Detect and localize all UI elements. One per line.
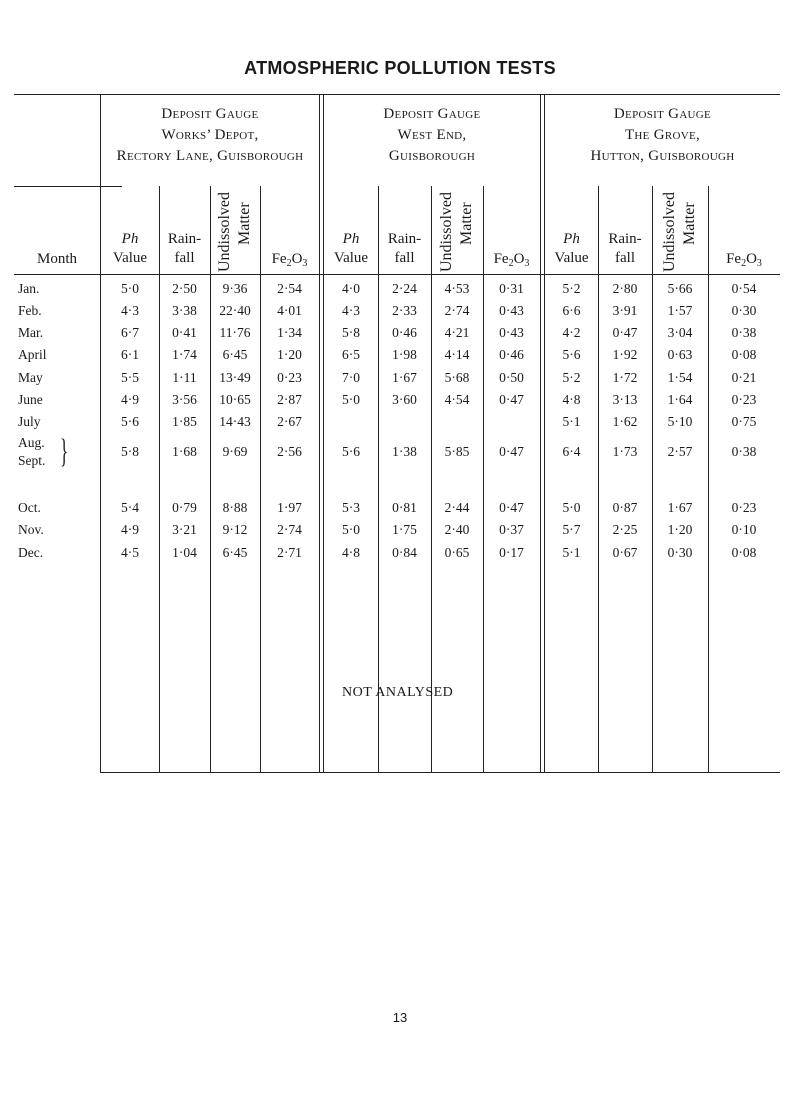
o-subscript: 3 xyxy=(524,258,530,269)
table-cell: 5·0 xyxy=(342,522,360,537)
table-cell: 4·21 xyxy=(444,325,470,340)
col-rule xyxy=(483,186,484,772)
table-cell: 0·43 xyxy=(499,325,524,340)
table-cell: 6·4 xyxy=(562,444,581,459)
table-bottom-rule xyxy=(100,772,780,773)
table-cell: 2·40 xyxy=(444,522,470,537)
fe-subscript: 2 xyxy=(741,258,747,269)
column-header-month: Month xyxy=(36,251,77,267)
table-cell: 2·25 xyxy=(612,522,638,537)
rain-label: Rain- xyxy=(387,231,422,247)
table-cell: 5·8 xyxy=(342,325,360,340)
table-cell: 0·47 xyxy=(612,325,638,340)
table-cell: 0·67 xyxy=(612,545,638,560)
table-cell: 5·2 xyxy=(562,281,581,296)
column-header-undissolved: Undissolved xyxy=(438,192,455,272)
gauge-divider xyxy=(323,94,324,772)
table-cell: 5·0 xyxy=(562,500,581,515)
month-label: Aug. xyxy=(18,435,45,450)
table-cell: 0·81 xyxy=(392,500,417,515)
table-cell: 0·38 xyxy=(731,444,757,459)
table-cell: 0·17 xyxy=(499,545,524,560)
table-cell: 6·5 xyxy=(342,347,360,362)
table-cell: 0·46 xyxy=(392,325,417,340)
table-cell: 5·8 xyxy=(121,444,139,459)
table-cell: 1·34 xyxy=(277,325,302,340)
table-cell: 1·74 xyxy=(172,347,197,362)
table-cell: 0·30 xyxy=(731,303,757,318)
o-label: O xyxy=(746,251,757,267)
table-cell: 1·75 xyxy=(392,522,417,537)
table-cell: 2·87 xyxy=(277,392,302,407)
table-cell: 3·04 xyxy=(667,325,693,340)
month-label: Nov. xyxy=(18,522,44,537)
fe-label: Fe xyxy=(726,251,742,267)
table-cell: 4·5 xyxy=(121,545,139,560)
table-cell: 1·54 xyxy=(667,370,693,385)
table-cell: 1·85 xyxy=(172,414,197,429)
table-cell: 1·20 xyxy=(277,347,302,362)
not-analysed-note: NOT ANALYSED xyxy=(342,685,454,700)
table-cell: 0·31 xyxy=(499,281,524,296)
table-cell: 5·1 xyxy=(562,545,581,560)
table-cell: 0·41 xyxy=(172,325,197,340)
column-header-rainfall xyxy=(159,230,210,268)
fe-label: Fe xyxy=(271,251,287,267)
table-cell: 0·23 xyxy=(277,370,302,385)
table-cell: 4·0 xyxy=(342,281,360,296)
gauge-header-the-grove: Deposit Gauge The Grove, Hutton, Guisborough xyxy=(590,106,735,164)
table-cell: 0·23 xyxy=(731,500,757,515)
table-cell: 0·47 xyxy=(499,500,524,515)
o-subscript: 3 xyxy=(302,258,308,269)
table-cell: 0·47 xyxy=(499,392,524,407)
month-label: May xyxy=(18,370,43,385)
table-cell: 5·0 xyxy=(342,392,360,407)
month-label: April xyxy=(18,347,47,362)
fall-label: fall xyxy=(174,250,195,266)
table-cell: 9·12 xyxy=(222,522,248,537)
column-header-fe2o3 xyxy=(260,250,319,273)
table-cell: 5·3 xyxy=(342,500,360,515)
table-cell: 0·30 xyxy=(667,545,693,560)
table-cell: 2·56 xyxy=(277,444,302,459)
table-cell: 3·91 xyxy=(612,303,638,318)
fe-subscript: 2 xyxy=(508,258,514,269)
fall-label: fall xyxy=(394,250,415,266)
month-label: Sept. xyxy=(18,453,46,468)
table-cell: 4·3 xyxy=(342,303,360,318)
table-top-rule xyxy=(14,94,780,95)
table-cell: 4·9 xyxy=(121,522,139,537)
table-cell: 4·53 xyxy=(444,281,470,296)
table-cell: 0·75 xyxy=(731,414,757,429)
value-label: Value xyxy=(554,250,589,266)
table-cell: 2·50 xyxy=(172,281,197,296)
column-header-rainfall xyxy=(598,230,652,268)
table-cell: 2·71 xyxy=(277,545,302,560)
table-cell: 0·47 xyxy=(499,444,524,459)
table-cell: 1·67 xyxy=(392,370,417,385)
table-cell: 9·36 xyxy=(222,281,248,296)
table-cell: 8·88 xyxy=(222,500,248,515)
column-header-ph-value xyxy=(101,230,159,268)
table-cell: 1·62 xyxy=(612,414,638,429)
month-label: June xyxy=(18,392,43,407)
table-cell: 1·11 xyxy=(172,370,197,385)
o-label: O xyxy=(291,251,303,267)
table-cell: 0·63 xyxy=(667,347,693,362)
ph-label: Ph xyxy=(563,231,580,247)
gauge-header-west-end: Deposit Gauge West End, Guisborough xyxy=(383,106,481,164)
gauge-divider xyxy=(319,94,320,772)
table-cell: 13·49 xyxy=(219,370,251,385)
table-cell: 1·57 xyxy=(667,303,693,318)
table-cell: 0·46 xyxy=(499,347,524,362)
table-cell: 5·5 xyxy=(121,370,139,385)
table-cell: 1·98 xyxy=(392,347,417,362)
table-cell: 4·54 xyxy=(444,392,470,407)
rain-label: Rain- xyxy=(608,231,642,247)
col-rule xyxy=(260,186,261,772)
table-cell: 5·4 xyxy=(121,500,139,515)
table-cell: 0·10 xyxy=(731,522,757,537)
fe-label: Fe xyxy=(493,251,509,267)
table-cell: 3·21 xyxy=(172,522,197,537)
month-label: Oct. xyxy=(18,500,41,515)
month-label: July xyxy=(18,414,41,429)
column-header-matter: Matter xyxy=(236,202,253,245)
table-cell: 5·6 xyxy=(342,444,360,459)
column-header-ph-value xyxy=(324,230,378,268)
table-cell: 1·68 xyxy=(172,444,197,459)
table-cell: 2·67 xyxy=(277,414,302,429)
table-cell: 2·33 xyxy=(392,303,417,318)
rain-label: Rain- xyxy=(167,231,202,247)
table-cell: 0·08 xyxy=(731,347,757,362)
table-cell: 6·45 xyxy=(222,545,248,560)
table-cell: 6·6 xyxy=(562,303,581,318)
gauge-divider xyxy=(544,94,545,772)
table-cell: 5·7 xyxy=(562,522,581,537)
table-cell: 11·76 xyxy=(219,325,251,340)
o-label: O xyxy=(513,251,525,267)
month-label: Feb. xyxy=(18,303,42,318)
table-cell: 5·66 xyxy=(667,281,693,296)
column-header-undissolved: Undissolved xyxy=(661,192,678,272)
table-cell: 0·79 xyxy=(172,500,197,515)
table-cell: 0·23 xyxy=(731,392,757,407)
table-cell: 2·74 xyxy=(277,522,302,537)
table-cell: 5·68 xyxy=(444,370,470,385)
table-cell: 4·9 xyxy=(121,392,139,407)
table-cell: 2·74 xyxy=(444,303,470,318)
table-cell: 6·1 xyxy=(121,347,139,362)
column-header-rainfall xyxy=(378,230,431,268)
table-cell: 1·20 xyxy=(667,522,693,537)
page-title: ATMOSPHERIC POLLUTION TESTS xyxy=(244,58,556,78)
table-cell: 5·6 xyxy=(562,347,581,362)
gauge-header-works-depot: Deposit Gauge Works’ Depot, Rectory Lane, Guisborough xyxy=(116,106,304,164)
col-rule xyxy=(652,186,653,772)
table-cell: 1·92 xyxy=(612,347,638,362)
ph-label: Ph xyxy=(121,231,139,247)
table-cell: 22·40 xyxy=(219,303,251,318)
col-rule xyxy=(598,186,599,772)
table-cell: 9·69 xyxy=(222,444,248,459)
table-cell: 1·97 xyxy=(277,500,302,515)
table-cell: 1·73 xyxy=(612,444,638,459)
value-label: Value xyxy=(112,250,148,266)
table-cell: 3·38 xyxy=(172,303,197,318)
table-cell: 2·57 xyxy=(667,444,693,459)
month-label: Mar. xyxy=(18,325,44,340)
table-cell: 0·37 xyxy=(499,522,524,537)
table-cell: 3·60 xyxy=(392,392,417,407)
table-cell: 2·44 xyxy=(444,500,470,515)
table-cell: 4·3 xyxy=(121,303,139,318)
table-cell: 1·72 xyxy=(612,370,638,385)
column-header-fe2o3 xyxy=(708,250,780,273)
table-cell: 4·2 xyxy=(562,325,581,340)
table-cell: 10·65 xyxy=(219,392,251,407)
table-cell: 5·2 xyxy=(562,370,581,385)
table-cell: 2·80 xyxy=(612,281,638,296)
table-cell: 0·65 xyxy=(444,545,470,560)
table-cell: 2·24 xyxy=(392,281,417,296)
column-header-ph-value xyxy=(545,230,598,268)
fall-label: fall xyxy=(615,250,635,266)
table-cell: 1·38 xyxy=(392,444,417,459)
col-rule xyxy=(100,94,101,772)
table-cell: 7·0 xyxy=(342,370,360,385)
table-cell: 4·01 xyxy=(277,303,302,318)
table-cell: 3·56 xyxy=(172,392,197,407)
table-cell: 4·14 xyxy=(444,347,470,362)
col-rule xyxy=(159,186,160,772)
column-header-fe2o3 xyxy=(483,250,540,273)
brace-icon: } xyxy=(60,433,69,470)
table-cell: 1·04 xyxy=(172,545,197,560)
table-cell: 0·38 xyxy=(731,325,757,340)
column-header-matter: Matter xyxy=(458,202,475,245)
table-cell: 0·87 xyxy=(612,500,638,515)
column-header-rule xyxy=(14,274,780,275)
table-cell: 5·6 xyxy=(121,414,139,429)
table-cell: 0·50 xyxy=(499,370,524,385)
table-cell: 3·13 xyxy=(612,392,638,407)
col-rule xyxy=(708,186,709,772)
table-cell: 5·85 xyxy=(444,444,470,459)
table-cell: 5·0 xyxy=(121,281,139,296)
month-label: Jan. xyxy=(18,281,40,296)
table-cell: 0·43 xyxy=(499,303,524,318)
table-cell: 1·67 xyxy=(667,500,693,515)
table-cell: 2·54 xyxy=(277,281,302,296)
table-cell: 0·84 xyxy=(392,545,417,560)
table-cell: 5·1 xyxy=(562,414,581,429)
table-cell: 5·10 xyxy=(667,414,693,429)
o-subscript: 3 xyxy=(756,258,762,269)
column-header-matter: Matter xyxy=(681,202,698,245)
table-cell: 6·45 xyxy=(222,347,248,362)
page-number: 13 xyxy=(392,1010,408,1025)
table-cell: 0·21 xyxy=(731,370,757,385)
col-rule xyxy=(210,186,211,772)
gauge-divider xyxy=(540,94,541,772)
column-header-undissolved: Undissolved xyxy=(216,192,233,272)
header-rule xyxy=(14,186,122,187)
table-cell: 4·8 xyxy=(562,392,581,407)
table-cell: 6·7 xyxy=(121,325,139,340)
table-cell: 0·08 xyxy=(731,545,757,560)
value-label: Value xyxy=(333,250,369,266)
table-cell: 1·64 xyxy=(667,392,693,407)
month-label: Dec. xyxy=(18,545,44,560)
table-cell: 14·43 xyxy=(219,414,251,429)
fe-subscript: 2 xyxy=(286,258,292,269)
ph-label: Ph xyxy=(342,231,360,247)
table-cell: 0·54 xyxy=(731,281,757,296)
table-cell: 4·8 xyxy=(342,545,360,560)
